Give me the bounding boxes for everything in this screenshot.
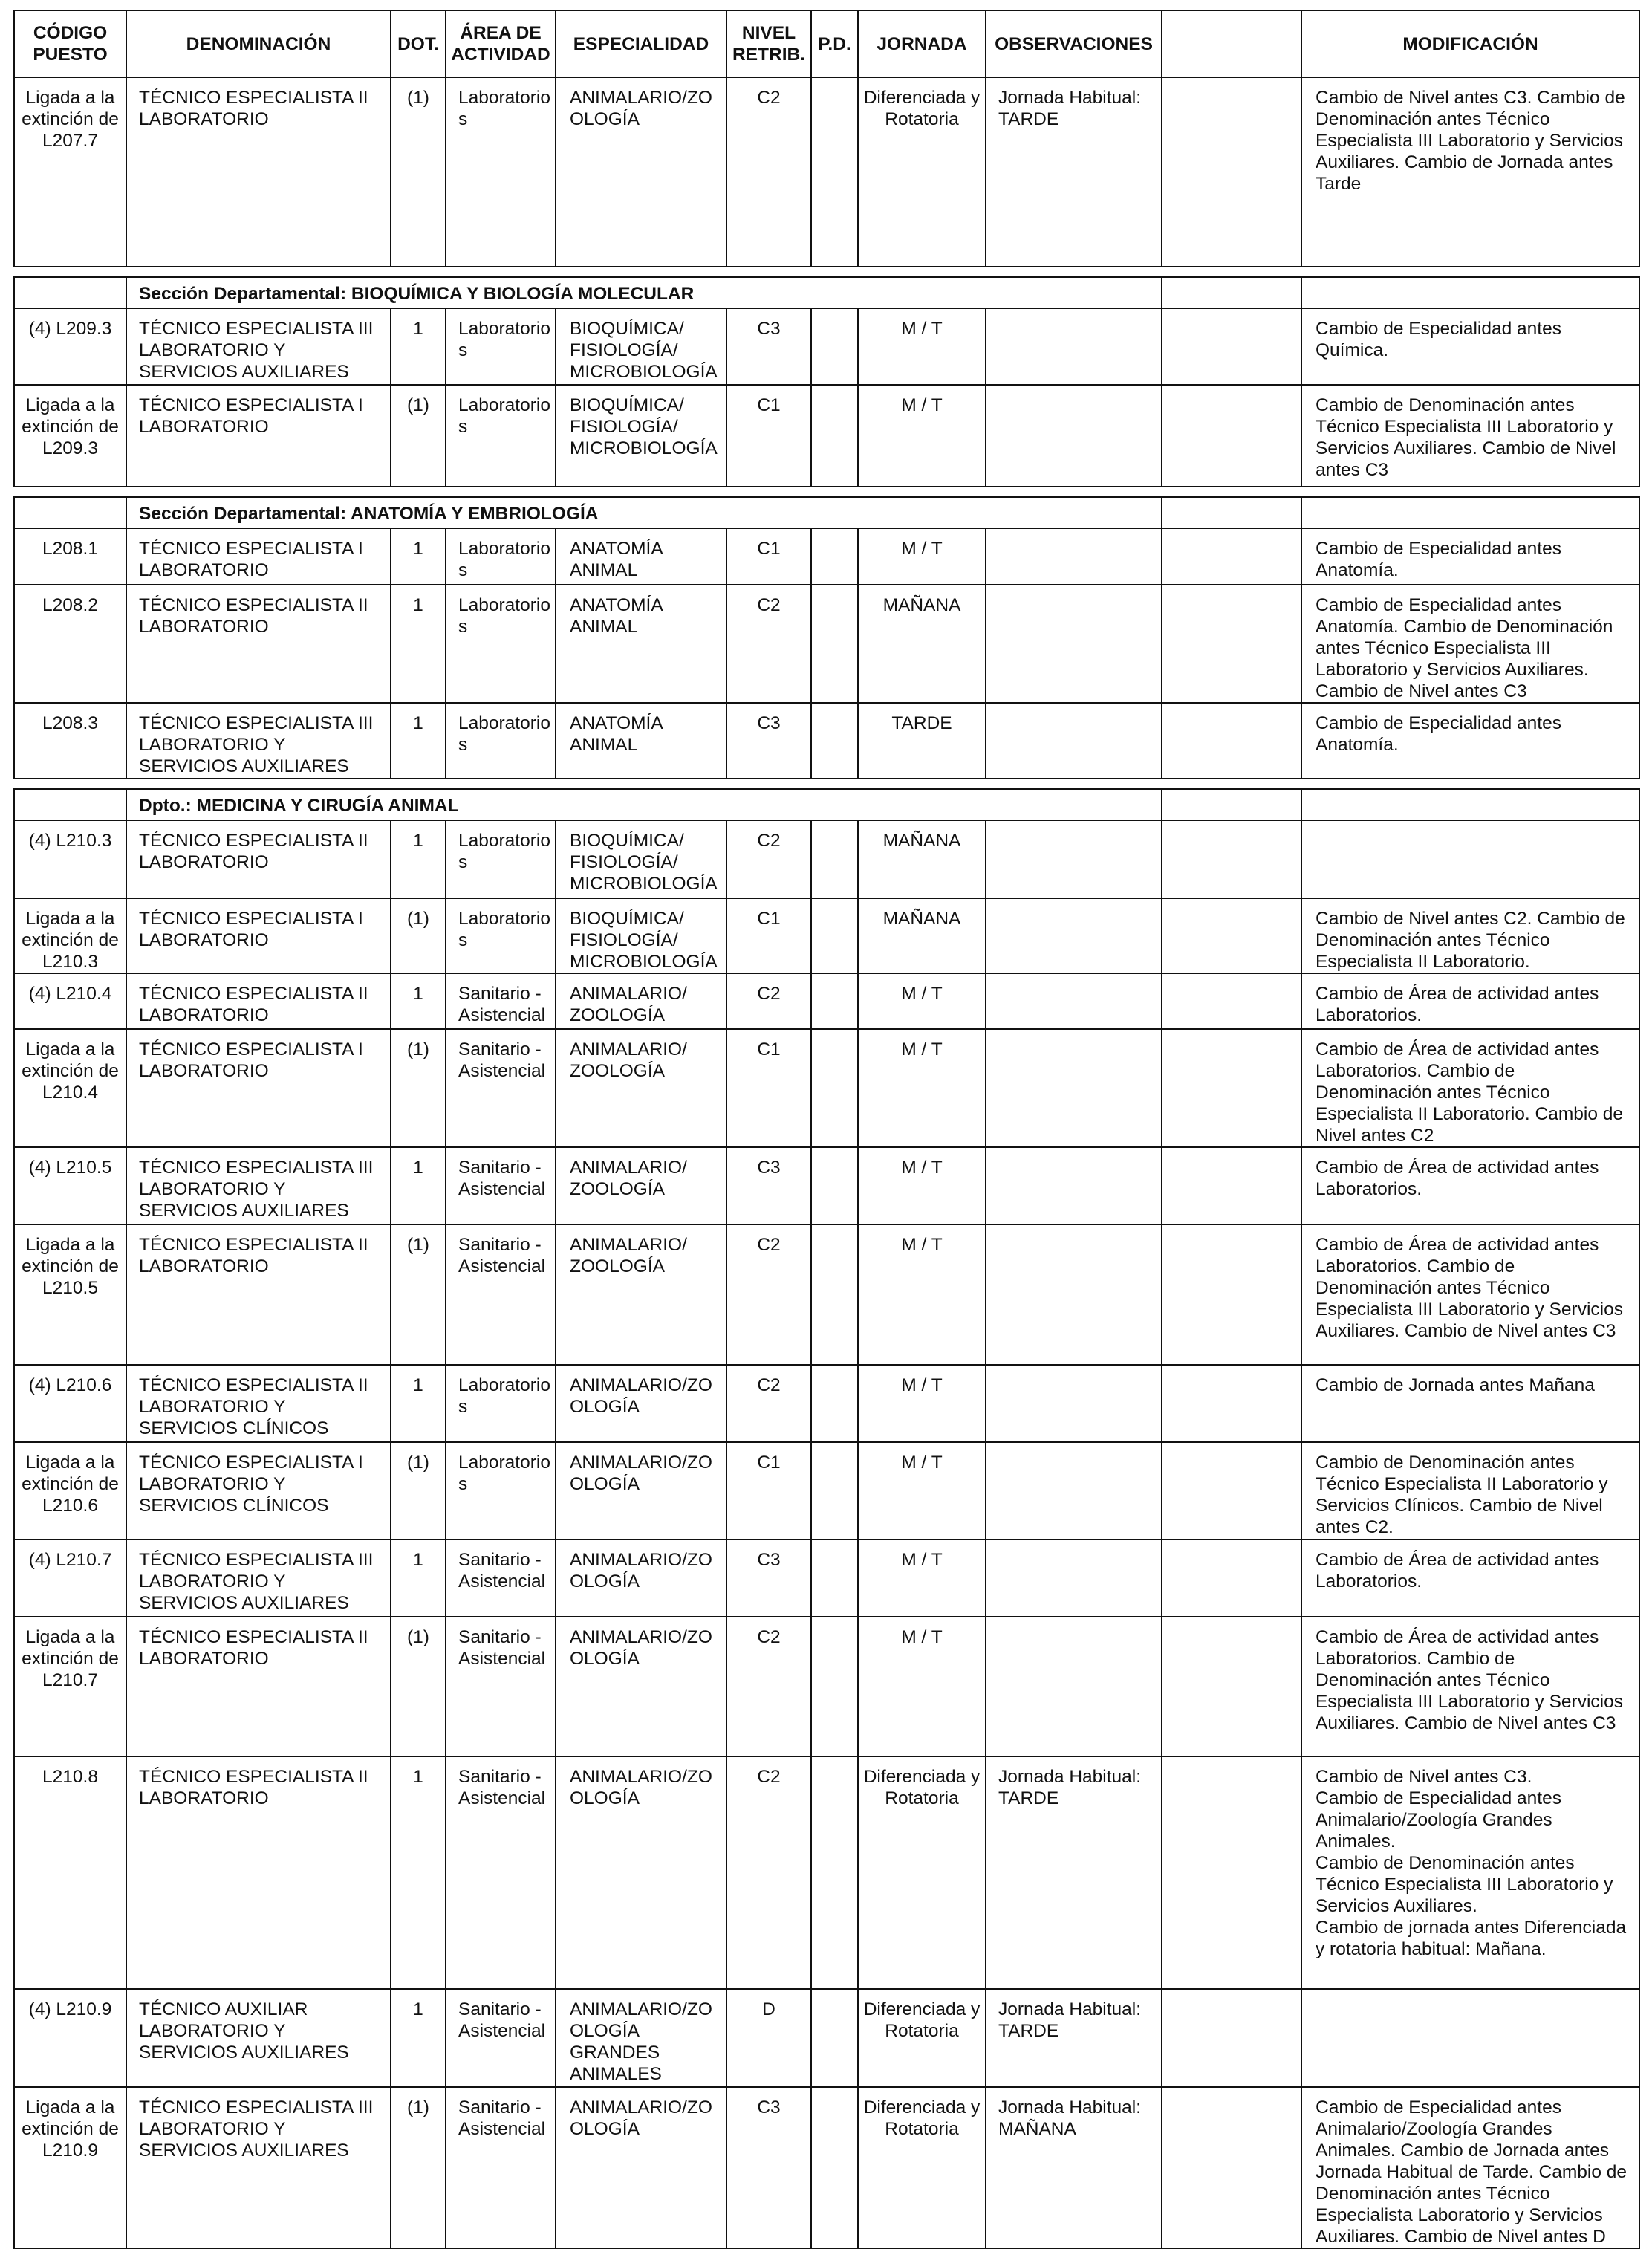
table-body bbox=[14, 77, 1639, 2248]
cell-especialidad: BIOQUÍMICA/ FISIOLOGÍA/ MICROBIOLOGÍA bbox=[556, 385, 726, 487]
cell-denominacion: TÉCNICO ESPECIALISTA II LABORATORIO bbox=[126, 1617, 391, 1756]
cell-jornada: M / T bbox=[858, 1224, 986, 1365]
cell-jornada: M / T bbox=[858, 528, 986, 585]
cell-modificacion bbox=[1301, 820, 1639, 898]
cell-dot: 1 bbox=[391, 1365, 446, 1442]
cell-pd bbox=[811, 528, 858, 585]
cell-pd bbox=[811, 898, 858, 973]
section-blank-cell bbox=[1162, 497, 1301, 528]
cell-modificacion: Cambio de Denominación antes Técnico Especialista III Laboratorio y Servicios Auxiliares. Cambio de Nivel antes C3 bbox=[1301, 385, 1639, 487]
cell-denominacion: TÉCNICO ESPECIALISTA II LABORATORIO bbox=[126, 820, 391, 898]
cell-blank bbox=[1162, 2087, 1301, 2248]
section-blank-cell bbox=[1162, 789, 1301, 820]
cell-area: Sanitario - Asistencial bbox=[446, 1029, 556, 1147]
cell-area: Sanitario - Asistencial bbox=[446, 973, 556, 1029]
cell-blank bbox=[1162, 1029, 1301, 1147]
section-header-row bbox=[14, 789, 1639, 820]
cell-jornada: M / T bbox=[858, 385, 986, 487]
section-left-cell bbox=[14, 789, 126, 820]
cell-denominacion: TÉCNICO ESPECIALISTA II LABORATORIO bbox=[126, 585, 391, 703]
cell-nivel: D bbox=[726, 1989, 811, 2087]
cell-nivel: C2 bbox=[726, 1756, 811, 1989]
cell-especialidad: ANIMALARIO/ZO OLOGÍA bbox=[556, 1756, 726, 1989]
cell-especialidad: ANIMALARIO/ ZOOLOGÍA bbox=[556, 1029, 726, 1147]
cell-codigo: Ligada a la extinción de L210.7 bbox=[14, 1617, 126, 1756]
cell-blank bbox=[1162, 703, 1301, 779]
cell-area: Sanitario - Asistencial bbox=[446, 1989, 556, 2087]
cell-area: Sanitario - Asistencial bbox=[446, 1147, 556, 1224]
cell-jornada: Diferenciada y Rotatoria bbox=[858, 1756, 986, 1989]
cell-blank bbox=[1162, 1365, 1301, 1442]
header-denominacion: DENOMINACIÓN bbox=[126, 10, 391, 77]
cell-denominacion: TÉCNICO ESPECIALISTA I LABORATORIO bbox=[126, 528, 391, 585]
header-observaciones: OBSERVACIONES bbox=[986, 10, 1162, 77]
header-nivel: NIVEL RETRIB. bbox=[726, 10, 811, 77]
table-row bbox=[14, 385, 1639, 487]
cell-codigo: Ligada a la extinción de L209.3 bbox=[14, 385, 126, 487]
cell-modificacion: Cambio de Especialidad antes Anatomía. bbox=[1301, 528, 1639, 585]
cell-dot: 1 bbox=[391, 1539, 446, 1617]
cell-pd bbox=[811, 2087, 858, 2248]
cell-especialidad: ANATOMÍA ANIMAL bbox=[556, 703, 726, 779]
cell-blank bbox=[1162, 585, 1301, 703]
cell-pd bbox=[811, 1756, 858, 1989]
cell-codigo: L208.2 bbox=[14, 585, 126, 703]
cell-modificacion: Cambio de Especialidad antes Anatomía. bbox=[1301, 703, 1639, 779]
cell-dot: 1 bbox=[391, 528, 446, 585]
cell-codigo: Ligada a la extinción de L207.7 bbox=[14, 77, 126, 267]
cell-observaciones bbox=[986, 585, 1162, 703]
cell-nivel: C3 bbox=[726, 1539, 811, 1617]
cell-modificacion: Cambio de Especialidad antes Química. bbox=[1301, 308, 1639, 385]
table-row bbox=[14, 1989, 1639, 2087]
cell-pd bbox=[811, 703, 858, 779]
cell-modificacion: Cambio de Nivel antes C3. Cambio de Especialidad antes Animalario/Zoología Grandes Animales. Cambio de Denominación antes Técnico Especialista III Laboratorio y Servicios Auxiliares. Cambio de jornada antes Diferenciada y rotatoria habitual: Mañana. bbox=[1301, 1756, 1639, 1989]
header-codigo: CÓDIGO PUESTO bbox=[14, 10, 126, 77]
cell-observaciones bbox=[986, 385, 1162, 487]
cell-observaciones bbox=[986, 1365, 1162, 1442]
cell-area: Laboratorios bbox=[446, 703, 556, 779]
header-pd: P.D. bbox=[811, 10, 858, 77]
cell-nivel: C1 bbox=[726, 898, 811, 973]
cell-nivel: C1 bbox=[726, 385, 811, 487]
cell-nivel: C2 bbox=[726, 1617, 811, 1756]
cell-area: Sanitario - Asistencial bbox=[446, 1617, 556, 1756]
cell-blank bbox=[1162, 1147, 1301, 1224]
table-row bbox=[14, 585, 1639, 703]
cell-area: Laboratorios bbox=[446, 308, 556, 385]
cell-observaciones bbox=[986, 1029, 1162, 1147]
cell-pd bbox=[811, 973, 858, 1029]
cell-modificacion bbox=[1301, 1989, 1639, 2087]
cell-codigo: (4) L210.3 bbox=[14, 820, 126, 898]
cell-nivel: C2 bbox=[726, 77, 811, 267]
cell-area: Laboratorios bbox=[446, 1365, 556, 1442]
cell-codigo: Ligada a la extinción de L210.3 bbox=[14, 898, 126, 973]
section-right-cell bbox=[1301, 789, 1639, 820]
cell-modificacion: Cambio de Área de actividad antes Laboratorios. Cambio de Denominación antes Técnico Especialista III Laboratorio y Servicios Auxiliares. Cambio de Nivel antes C3 bbox=[1301, 1617, 1639, 1756]
header-modificacion: MODIFICACIÓN bbox=[1301, 10, 1639, 77]
cell-jornada: M / T bbox=[858, 1365, 986, 1442]
cell-modificacion: Cambio de Jornada antes Mañana bbox=[1301, 1365, 1639, 1442]
cell-pd bbox=[811, 308, 858, 385]
cell-especialidad: ANIMALARIO/ ZOOLOGÍA bbox=[556, 973, 726, 1029]
section-title: Dpto.: MEDICINA Y CIRUGÍA ANIMAL bbox=[126, 789, 1162, 820]
cell-especialidad: ANATOMÍA ANIMAL bbox=[556, 528, 726, 585]
cell-jornada: MAÑANA bbox=[858, 820, 986, 898]
cell-denominacion: TÉCNICO ESPECIALISTA III LABORATORIO Y SERVICIOS AUXILIARES bbox=[126, 703, 391, 779]
cell-jornada: TARDE bbox=[858, 703, 986, 779]
cell-especialidad: ANIMALARIO/ZO OLOGÍA bbox=[556, 1365, 726, 1442]
cell-pd bbox=[811, 1442, 858, 1539]
cell-dot: 1 bbox=[391, 1756, 446, 1989]
cell-area: Sanitario - Asistencial bbox=[446, 2087, 556, 2248]
cell-nivel: C1 bbox=[726, 528, 811, 585]
cell-especialidad: ANIMALARIO/ZO OLOGÍA bbox=[556, 1539, 726, 1617]
table-row bbox=[14, 1147, 1639, 1224]
cell-jornada: MAÑANA bbox=[858, 898, 986, 973]
table-row bbox=[14, 1365, 1639, 1442]
cell-dot: 1 bbox=[391, 1989, 446, 2087]
cell-especialidad: ANIMALARIO/ZO OLOGÍA bbox=[556, 1617, 726, 1756]
cell-observaciones bbox=[986, 973, 1162, 1029]
cell-especialidad: ANIMALARIO/ZO OLOGÍA bbox=[556, 1442, 726, 1539]
table-row bbox=[14, 308, 1639, 385]
cell-denominacion: TÉCNICO ESPECIALISTA I LABORATORIO bbox=[126, 1029, 391, 1147]
cell-blank bbox=[1162, 973, 1301, 1029]
cell-blank bbox=[1162, 1224, 1301, 1365]
cell-codigo: (4) L209.3 bbox=[14, 308, 126, 385]
cell-nivel: C2 bbox=[726, 973, 811, 1029]
cell-modificacion: Cambio de Área de actividad antes Laboratorios. bbox=[1301, 1539, 1639, 1617]
cell-area: Sanitario - Asistencial bbox=[446, 1224, 556, 1365]
cell-blank bbox=[1162, 1989, 1301, 2087]
cell-area: Laboratorios bbox=[446, 585, 556, 703]
cell-modificacion: Cambio de Nivel antes C2. Cambio de Denominación antes Técnico Especialista II Laboratorio. bbox=[1301, 898, 1639, 973]
cell-especialidad: BIOQUÍMICA/ FISIOLOGÍA/ MICROBIOLOGÍA bbox=[556, 898, 726, 973]
cell-nivel: C2 bbox=[726, 1365, 811, 1442]
cell-observaciones: Jornada Habitual: MAÑANA bbox=[986, 2087, 1162, 2248]
cell-dot: (1) bbox=[391, 1029, 446, 1147]
section-header-row bbox=[14, 277, 1639, 308]
table-row bbox=[14, 2087, 1639, 2248]
cell-jornada: M / T bbox=[858, 1539, 986, 1617]
cell-observaciones: Jornada Habitual: TARDE bbox=[986, 1989, 1162, 2087]
cell-especialidad: ANIMALARIO/ZO OLOGÍA bbox=[556, 77, 726, 267]
cell-dot: 1 bbox=[391, 308, 446, 385]
cell-codigo: (4) L210.4 bbox=[14, 973, 126, 1029]
cell-especialidad: ANIMALARIO/ ZOOLOGÍA bbox=[556, 1147, 726, 1224]
cell-pd bbox=[811, 1539, 858, 1617]
cell-denominacion: TÉCNICO ESPECIALISTA I LABORATORIO bbox=[126, 385, 391, 487]
cell-blank bbox=[1162, 528, 1301, 585]
table-row bbox=[14, 820, 1639, 898]
cell-codigo: L208.3 bbox=[14, 703, 126, 779]
cell-denominacion: TÉCNICO ESPECIALISTA I LABORATORIO bbox=[126, 898, 391, 973]
cell-observaciones bbox=[986, 308, 1162, 385]
table-row bbox=[14, 1442, 1639, 1539]
cell-blank bbox=[1162, 385, 1301, 487]
table-row bbox=[14, 1756, 1639, 1989]
cell-denominacion: TÉCNICO ESPECIALISTA II LABORATORIO Y SERVICIOS CLÍNICOS bbox=[126, 1365, 391, 1442]
cell-modificacion: Cambio de Nivel antes C3. Cambio de Denominación antes Técnico Especialista III Laboratorio y Servicios Auxiliares. Cambio de Jornada antes Tarde bbox=[1301, 77, 1639, 267]
cell-jornada: MAÑANA bbox=[858, 585, 986, 703]
cell-dot: 1 bbox=[391, 973, 446, 1029]
cell-denominacion: TÉCNICO ESPECIALISTA II LABORATORIO bbox=[126, 1224, 391, 1365]
cell-observaciones bbox=[986, 528, 1162, 585]
cell-dot: 1 bbox=[391, 585, 446, 703]
cell-area: Laboratorios bbox=[446, 385, 556, 487]
cell-jornada: M / T bbox=[858, 973, 986, 1029]
cell-codigo: Ligada a la extinción de L210.5 bbox=[14, 1224, 126, 1365]
cell-modificacion: Cambio de Especialidad antes Anatomía. Cambio de Denominación antes Técnico Especialista III Laboratorio y Servicios Auxiliares. Cambio de Nivel antes C3 bbox=[1301, 585, 1639, 703]
cell-blank bbox=[1162, 898, 1301, 973]
cell-observaciones bbox=[986, 1617, 1162, 1756]
cell-area: Laboratorios bbox=[446, 820, 556, 898]
cell-dot: (1) bbox=[391, 1442, 446, 1539]
cell-observaciones bbox=[986, 898, 1162, 973]
cell-area: Laboratorios bbox=[446, 898, 556, 973]
cell-observaciones: Jornada Habitual: TARDE bbox=[986, 77, 1162, 267]
table-row bbox=[14, 703, 1639, 779]
cell-blank bbox=[1162, 77, 1301, 267]
cell-nivel: C3 bbox=[726, 308, 811, 385]
cell-modificacion: Cambio de Área de actividad antes Laboratorios. Cambio de Denominación antes Técnico Especialista III Laboratorio y Servicios Auxiliares. Cambio de Nivel antes C3 bbox=[1301, 1224, 1639, 1365]
cell-modificacion: Cambio de Especialidad antes Animalario/Zoología Grandes Animales. Cambio de Jornada antes Jornada Habitual de Tarde. Cambio de Denominación antes Técnico Especialista Laboratorio y Servicios Auxiliares. Cambio de Nivel antes D bbox=[1301, 2087, 1639, 2248]
cell-denominacion: TÉCNICO AUXILIAR LABORATORIO Y SERVICIOS AUXILIARES bbox=[126, 1989, 391, 2087]
cell-jornada: M / T bbox=[858, 1029, 986, 1147]
header-jornada: JORNADA bbox=[858, 10, 986, 77]
cell-codigo: L208.1 bbox=[14, 528, 126, 585]
cell-observaciones bbox=[986, 1224, 1162, 1365]
cell-nivel: C3 bbox=[726, 703, 811, 779]
cell-jornada: M / T bbox=[858, 1442, 986, 1539]
cell-modificacion: Cambio de Área de actividad antes Laboratorios. bbox=[1301, 973, 1639, 1029]
cell-blank bbox=[1162, 820, 1301, 898]
header-row bbox=[14, 10, 1639, 77]
table-row bbox=[14, 898, 1639, 973]
cell-nivel: C1 bbox=[726, 1029, 811, 1147]
cell-observaciones bbox=[986, 703, 1162, 779]
header-area: ÁREA DE ACTIVIDAD bbox=[446, 10, 556, 77]
cell-pd bbox=[811, 1147, 858, 1224]
section-right-cell bbox=[1301, 497, 1639, 528]
cell-observaciones: Jornada Habitual: TARDE bbox=[986, 1756, 1162, 1989]
header-blank bbox=[1162, 10, 1301, 77]
cell-especialidad: BIOQUÍMICA/ FISIOLOGÍA/ MICROBIOLOGÍA bbox=[556, 820, 726, 898]
cell-especialidad: ANIMALARIO/ZO OLOGÍA bbox=[556, 2087, 726, 2248]
section-left-cell bbox=[14, 497, 126, 528]
cell-dot: 1 bbox=[391, 1147, 446, 1224]
cell-observaciones bbox=[986, 1539, 1162, 1617]
cell-observaciones bbox=[986, 1147, 1162, 1224]
cell-dot: (1) bbox=[391, 2087, 446, 2248]
table-row bbox=[14, 1029, 1639, 1147]
cell-dot: 1 bbox=[391, 820, 446, 898]
cell-dot: (1) bbox=[391, 898, 446, 973]
cell-especialidad: ANATOMÍA ANIMAL bbox=[556, 585, 726, 703]
cell-nivel: C3 bbox=[726, 2087, 811, 2248]
cell-denominacion: TÉCNICO ESPECIALISTA II LABORATORIO bbox=[126, 973, 391, 1029]
cell-dot: 1 bbox=[391, 703, 446, 779]
cell-codigo: L210.8 bbox=[14, 1756, 126, 1989]
cell-observaciones bbox=[986, 1442, 1162, 1539]
table-row bbox=[14, 973, 1639, 1029]
cell-denominacion: TÉCNICO ESPECIALISTA III LABORATORIO Y SERVICIOS AUXILIARES bbox=[126, 308, 391, 385]
cell-denominacion: TÉCNICO ESPECIALISTA II LABORATORIO bbox=[126, 77, 391, 267]
cell-area: Sanitario - Asistencial bbox=[446, 1756, 556, 1989]
section-right-cell bbox=[1301, 277, 1639, 308]
cell-codigo: (4) L210.5 bbox=[14, 1147, 126, 1224]
section-left-cell bbox=[14, 277, 126, 308]
cell-codigo: (4) L210.7 bbox=[14, 1539, 126, 1617]
section-header-row bbox=[14, 497, 1639, 528]
table-row bbox=[14, 1617, 1639, 1756]
cell-pd bbox=[811, 585, 858, 703]
cell-pd bbox=[811, 1617, 858, 1756]
cell-pd bbox=[811, 1029, 858, 1147]
cell-nivel: C2 bbox=[726, 1224, 811, 1365]
cell-pd bbox=[811, 1224, 858, 1365]
cell-codigo: (4) L210.6 bbox=[14, 1365, 126, 1442]
cell-area: Laboratorios bbox=[446, 528, 556, 585]
section-title: Sección Departamental: BIOQUÍMICA Y BIOLOGÍA MOLECULAR bbox=[126, 277, 1162, 308]
cell-especialidad: BIOQUÍMICA/ FISIOLOGÍA/ MICROBIOLOGÍA bbox=[556, 308, 726, 385]
cell-area: Laboratorios bbox=[446, 77, 556, 267]
cell-nivel: C2 bbox=[726, 585, 811, 703]
cell-nivel: C1 bbox=[726, 1442, 811, 1539]
cell-dot: (1) bbox=[391, 77, 446, 267]
cell-jornada: M / T bbox=[858, 308, 986, 385]
cell-blank bbox=[1162, 1617, 1301, 1756]
cell-modificacion: Cambio de Denominación antes Técnico Especialista II Laboratorio y Servicios Clínicos. Cambio de Nivel antes C2. bbox=[1301, 1442, 1639, 1539]
cell-area: Sanitario - Asistencial bbox=[446, 1539, 556, 1617]
cell-observaciones bbox=[986, 820, 1162, 898]
header-dot: DOT. bbox=[391, 10, 446, 77]
cell-pd bbox=[811, 77, 858, 267]
positions-table bbox=[13, 10, 1640, 2249]
cell-dot: (1) bbox=[391, 385, 446, 487]
table-row bbox=[14, 77, 1639, 267]
section-title: Sección Departamental: ANATOMÍA Y EMBRIOLOGÍA bbox=[126, 497, 1162, 528]
cell-denominacion: TÉCNICO ESPECIALISTA III LABORATORIO Y SERVICIOS AUXILIARES bbox=[126, 1539, 391, 1617]
cell-modificacion: Cambio de Área de actividad antes Laboratorios. bbox=[1301, 1147, 1639, 1224]
cell-area: Laboratorios bbox=[446, 1442, 556, 1539]
cell-blank bbox=[1162, 308, 1301, 385]
cell-denominacion: TÉCNICO ESPECIALISTA III LABORATORIO Y SERVICIOS AUXILIARES bbox=[126, 1147, 391, 1224]
cell-blank bbox=[1162, 1442, 1301, 1539]
cell-jornada: Diferenciada y Rotatoria bbox=[858, 77, 986, 267]
cell-pd bbox=[811, 385, 858, 487]
table-row bbox=[14, 1539, 1639, 1617]
cell-pd bbox=[811, 1989, 858, 2087]
cell-pd bbox=[811, 820, 858, 898]
cell-especialidad: ANIMALARIO/ZO OLOGÍA GRANDES ANIMALES bbox=[556, 1989, 726, 2087]
row-gap bbox=[14, 487, 1639, 497]
table-row bbox=[14, 1224, 1639, 1365]
table-row bbox=[14, 528, 1639, 585]
cell-codigo: Ligada a la extinción de L210.4 bbox=[14, 1029, 126, 1147]
cell-blank bbox=[1162, 1539, 1301, 1617]
cell-especialidad: ANIMALARIO/ ZOOLOGÍA bbox=[556, 1224, 726, 1365]
cell-modificacion: Cambio de Área de actividad antes Laboratorios. Cambio de Denominación antes Técnico Especialista II Laboratorio. Cambio de Nivel antes C2 bbox=[1301, 1029, 1639, 1147]
cell-jornada: M / T bbox=[858, 1147, 986, 1224]
section-blank-cell bbox=[1162, 277, 1301, 308]
cell-codigo: Ligada a la extinción de L210.9 bbox=[14, 2087, 126, 2248]
cell-denominacion: TÉCNICO ESPECIALISTA I LABORATORIO Y SERVICIOS CLÍNICOS bbox=[126, 1442, 391, 1539]
cell-jornada: M / T bbox=[858, 1617, 986, 1756]
cell-jornada: Diferenciada y Rotatoria bbox=[858, 1989, 986, 2087]
cell-codigo: (4) L210.9 bbox=[14, 1989, 126, 2087]
cell-blank bbox=[1162, 1756, 1301, 1989]
cell-nivel: C2 bbox=[726, 820, 811, 898]
header-especialidad: ESPECIALIDAD bbox=[556, 10, 726, 77]
cell-denominacion: TÉCNICO ESPECIALISTA III LABORATORIO Y SERVICIOS AUXILIARES bbox=[126, 2087, 391, 2248]
row-gap bbox=[14, 779, 1639, 789]
cell-denominacion: TÉCNICO ESPECIALISTA II LABORATORIO bbox=[126, 1756, 391, 1989]
cell-dot: (1) bbox=[391, 1617, 446, 1756]
cell-codigo: Ligada a la extinción de L210.6 bbox=[14, 1442, 126, 1539]
cell-dot: (1) bbox=[391, 1224, 446, 1365]
cell-pd bbox=[811, 1365, 858, 1442]
row-gap bbox=[14, 267, 1639, 277]
cell-nivel: C3 bbox=[726, 1147, 811, 1224]
cell-jornada: Diferenciada y Rotatoria bbox=[858, 2087, 986, 2248]
